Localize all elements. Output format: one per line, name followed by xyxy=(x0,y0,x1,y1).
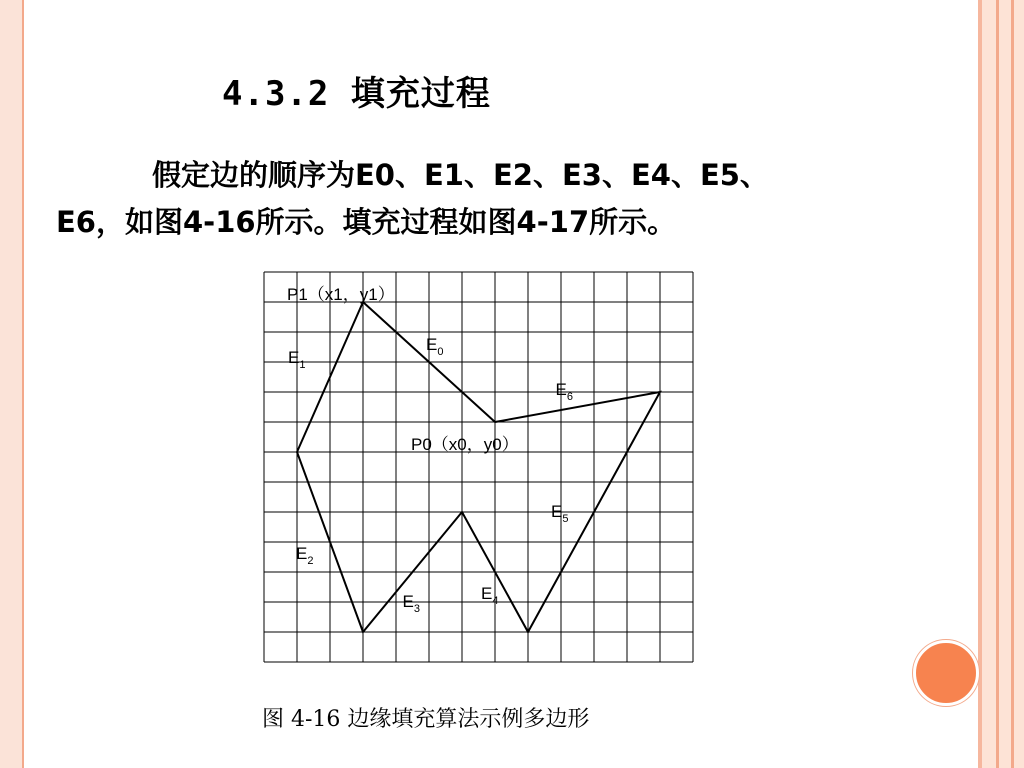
edge-label-e1: $E_1$ xyxy=(288,348,306,371)
paragraph-line-2: E6，如图4-16所示。填充过程如图4-17所示。 xyxy=(56,205,677,239)
edge-label-e4: $E_4$ xyxy=(481,584,499,607)
paragraph-line-1: 假定边的顺序为E0、E1、E2、E3、E4、E5、 xyxy=(152,158,769,192)
edge-label-e5: $E_5$ xyxy=(551,502,569,525)
polygon-outline xyxy=(297,302,660,632)
point-label-p0: P0（x0，y0） xyxy=(411,435,519,454)
slide-title: 4.3.2 填充过程 xyxy=(222,74,491,114)
edge-label-e6: $E_6$ xyxy=(555,380,573,403)
edge-label-e0: $E_0$ xyxy=(426,335,444,358)
edge-label-e2: $E_2$ xyxy=(296,544,314,567)
edge-label-e3: $E_3$ xyxy=(402,592,420,615)
point-label-p1: P1（x1，y1） xyxy=(287,285,395,304)
figure-caption: 图 4-16 边缘填充算法示例多边形 xyxy=(262,707,590,732)
